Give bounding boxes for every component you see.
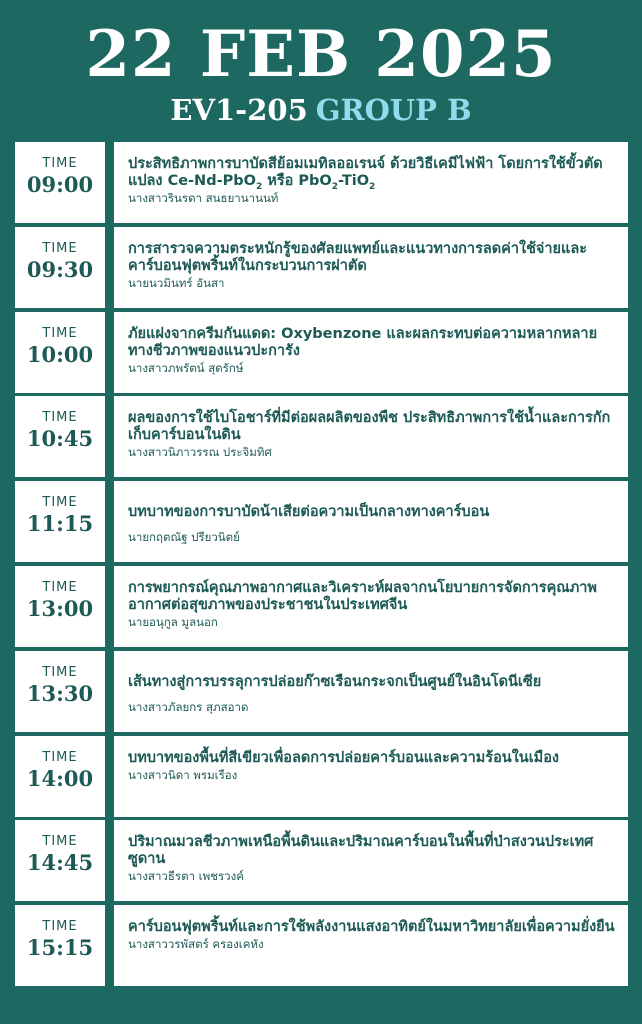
schedule-row [15,142,628,223]
talk-box [114,227,628,308]
time-label: TIME [42,240,78,256]
time-value: 13:30 [26,680,94,706]
schedule-row [15,481,628,562]
talk-speaker: นางสาวภพรัตน์ สุดรักษ์ [128,360,244,375]
talk-title-part: หรือ PbO [262,173,332,189]
talk-title: คาร์บอนฟุตพริ้นท์และการใช้พลังงานแสงอาทิตย์ในมหาวิทยาลัยเพื่อความยั่งยืน [128,919,615,936]
schedule-row [15,905,628,986]
talk-box [114,820,628,901]
time-label: TIME [42,919,78,935]
schedule-row [15,396,628,477]
time-label: TIME [42,156,78,171]
talk-speaker: นายกฤตณัฐ ปรียวนิตย์ [128,530,240,545]
time-box [15,396,105,477]
time-value: 10:00 [26,341,94,367]
schedule-row [15,651,628,732]
time-value: 09:00 [26,172,94,197]
subscript: 2 [255,181,263,192]
time-box [15,481,105,562]
talk-title: เส้นทางสู่การบรรลุการปล่อยก๊าซเรือนกระจกเป็นศูนย์ในอินโดนีเซีย [128,673,542,690]
talk-title: ผลของการใช้ไบโอชาร์ที่มีต่อผลผลิตของพืช ประสิทธิภาพการใช้น้ำและการกักเก็บคาร์บอนในดิน [128,410,611,444]
talk-title: การสารวจความตระหนักรู้ของศัลยแพทย์และแนวทางการลดค่าใช้จ่ายและคาร์บอนฟุตพริ้นท์ในกระบวนการผ่าตัด [128,240,588,274]
talk-box [114,905,628,986]
time-box [15,566,105,647]
schedule-row [15,312,628,393]
talk-speaker: นางสาวภัลยกร สุภสอาด [128,699,249,714]
time-label: TIME [42,325,78,341]
time-value: 11:15 [26,511,94,537]
schedule-list [15,142,628,990]
time-box [15,142,105,223]
talk-speaker: นางสาวธีรตา เพชรวงค์ [128,869,244,884]
talk-box [114,736,628,817]
subscript: 2 [331,181,338,192]
talk-speaker: นางสาวรินรดา สนธยานานนท์ [128,191,279,205]
time-label: TIME [42,495,78,511]
talk-box [114,396,628,477]
talk-box [114,142,628,223]
talk-title: ภัยแฝงจากครีมกันแดด: Oxybenzone และผลกระทบต่อความหลากหลายทางชีวภาพของแนวปะการัง [128,325,598,359]
talk-title: บทบาทของพื้นที่สีเขียวเพื่อลดการปล่อยคาร์บอนและความร้อนในเมือง [128,749,559,766]
time-value: 10:45 [26,426,94,452]
time-label: TIME [42,579,78,595]
talk-title-part: -TiO [337,173,370,189]
time-value: 09:30 [26,256,94,282]
talk-speaker: นางสาวนิดา พรมเรือง [128,767,238,782]
talk-title [128,156,618,190]
time-box [15,227,105,308]
time-box [15,312,105,393]
talk-speaker: นางสาววรพัสตร์ ครองเคหัง [128,937,264,952]
time-box [15,651,105,732]
event-date: 22 FEB 2025 [85,17,557,92]
schedule-row [15,227,628,308]
time-value: 14:45 [26,850,94,876]
talk-title: การพยากรณ์คุณภาพอากาศและวิเคราะห์ผลจากนโยบายการจัดการคุณภาพอากาศต่อสุขภาพของประชาชนในประเทศจีน [128,579,597,613]
time-label: TIME [42,834,78,850]
time-box [15,736,105,817]
talk-title: บทบาทของการบาบัดน้าเสียต่อความเป็นกลางทางคาร์บอน [128,504,490,521]
time-label: TIME [42,664,78,680]
schedule-row [15,566,628,647]
time-box [15,820,105,901]
time-label: TIME [42,749,78,765]
talk-box [114,481,628,562]
subscript: 2 [369,181,376,192]
schedule-row [15,820,628,901]
talk-title: ปริมาณมวลชีวภาพเหนือพื้นดินและปริมาณคาร์บอนในพื้นที่ป่าสงวนประเทศซูดาน [128,834,594,868]
talk-speaker: นางสาวนิภาวรรณ ประจิมทิศ [128,445,272,460]
session-subtitle [0,92,642,128]
talk-title-part: ประสิทธิภาพการบาบัดสีย้อมเมทิลออเรนจ์ ด้วยวิธีเคมีไฟฟ้า โดยการใช้ขั้วตัดแปลง Ce-Nd-PbO [128,156,603,189]
room-code: EV1-205 [170,93,308,127]
talk-box [114,566,628,647]
time-value: 13:00 [26,595,94,621]
talk-box [114,312,628,393]
schedule-row [15,736,628,817]
group-name: GROUP B [315,93,472,127]
talk-box [114,651,628,732]
time-label: TIME [42,410,78,426]
time-value: 15:15 [26,935,94,961]
time-value: 14:00 [26,765,94,791]
talk-speaker: นายนวมินทร์ อันสา [128,275,225,290]
talk-speaker: นายอนุกูล มูลนอก [128,614,218,629]
time-box [15,905,105,986]
